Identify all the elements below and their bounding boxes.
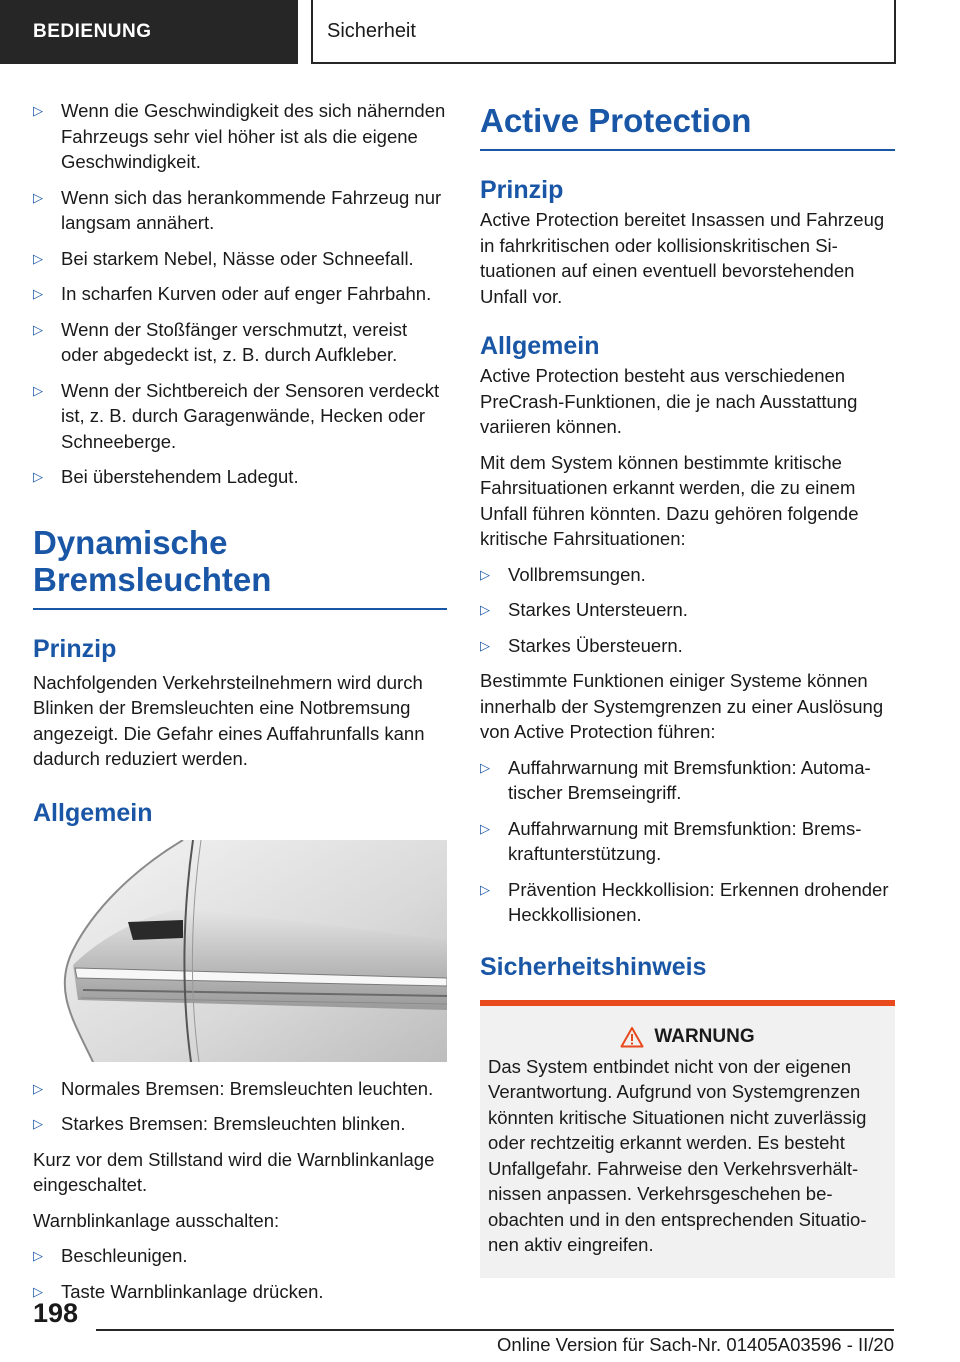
section-title: Active Protection (480, 102, 895, 151)
right-column (480, 102, 895, 1278)
paragraph: Mit dem System können bestimmte kritische Fahrsituationen erkannt werden, die zu einem Unfall führen könnten. Dazu gehören folgende kritische Fahrsituationen: (480, 451, 859, 549)
prinzip-text: Active Protection bereitet Insassen und Fahrzeug in fahrkritischen oder kollisionskritischen Situationen auf einen eventuell bevorstehenden Unfall vor. (480, 209, 885, 307)
list-item: ▷ Wenn der Sichtbereich der Sensoren verdeckt ist, z. B. durch Garagenwände, Hecken oder Schneeberge. (33, 378, 447, 455)
triangle-bullet-icon: ▷ (480, 602, 490, 617)
list-item: ▷ Bei starkem Nebel, Nässe oder Schneefall. (33, 246, 447, 272)
list-item: ▷ Bei überstehendem Ladegut. (33, 464, 447, 490)
footer-divider (96, 1329, 894, 1331)
list-item: ▷ Beschleunigen. (33, 1243, 447, 1269)
triangle-bullet-icon: ▷ (33, 469, 43, 484)
prinzip-heading: Prinzip (480, 176, 564, 204)
warning-text: Das System entbindet nicht von der eigenen Verantwortung. Aufgrund von Systemgrenzen könnten kritische Situationen nicht zuverlässig oder rechtzeitig erkannt werden. Es besteht Unfallgefahr. Fahrweise den Verkehrsverhältnissen anpassen. Verkehrsgeschehen beobachten und in den entsprechenden Situationen aktiv eingreifen. (488, 1055, 867, 1255)
triangle-bullet-icon: ▷ (480, 566, 490, 582)
allgemein-heading: Allgemein (480, 332, 600, 360)
prinzip-text: Nachfolgenden Verkehrsteilnehmern wird durch Blinken der Bremsleuchten eine Notbremsung angezeigt. Die Gefahr eines Auffahrunfalls kann dadurch reduziert werden. (33, 671, 425, 769)
left-column (33, 98, 447, 1314)
page-number: 198 (33, 1298, 79, 1328)
warning-triangle-icon (620, 1026, 644, 1048)
list-item: ▷ In scharfen Kurven oder auf enger Fahrbahn. (33, 281, 447, 307)
triangle-bullet-icon: ▷ (33, 1116, 43, 1131)
paragraph: Kurz vor dem Stillstand wird die Warnblinkanlage eingeschaltet. (33, 1148, 435, 1195)
prinzip-heading: Prinzip (33, 634, 117, 663)
triangle-bullet-icon: ▷ (480, 759, 490, 775)
list-item: ▷ Starkes Untersteuern. (480, 597, 895, 623)
triangle-bullet-icon: ▷ (480, 820, 490, 836)
paragraph: Bestimmte Funktionen einiger Systeme können innerhalb der Systemgrenzen zu einer Auslösung von Active Protection führen: (480, 670, 884, 742)
triangle-bullet-icon: ▷ (33, 1248, 43, 1263)
warning-box (480, 1006, 895, 1278)
triangle-bullet-icon: ▷ (33, 1080, 43, 1096)
chapter-label: Sicherheit (327, 19, 416, 42)
list-item: ▷ Normales Bremsen: Bremsleuchten leuchten. (33, 1076, 447, 1102)
warning-title: WARNUNG (488, 1026, 887, 1048)
triangle-bullet-icon: ▷ (33, 286, 43, 301)
list-item: ▷ Starkes Bremsen: Bremsleuchten blinken. (33, 1111, 447, 1137)
list-item: ▷ Taste Warnblinkanlage drücken. (33, 1279, 447, 1305)
list-item: ▷ Auffahrwarnung mit Bremsfunktion: Bremskraftunterstützung. (480, 816, 895, 867)
triangle-bullet-icon: ▷ (33, 103, 43, 118)
triangle-bullet-icon: ▷ (33, 1283, 43, 1299)
hinweis-heading: Sicherheitshinweis (480, 952, 707, 981)
list-item: ▷ Vollbremsungen. (480, 562, 895, 588)
triangle-bullet-icon: ▷ (33, 250, 43, 266)
conditions-list (33, 98, 447, 490)
list-item: ▷ Starkes Übersteuern. (480, 633, 895, 659)
chapter-tab (311, 0, 896, 64)
paragraph: Warnblinkanlage ausschalten: (33, 1209, 280, 1231)
section-title: Dynamische Bremsleuchten (33, 524, 447, 610)
paragraph: Active Protection besteht aus verschiedenen PreCrash-Funktionen, die je nach Ausstattung variieren können. (480, 365, 858, 437)
list-item: ▷ Wenn die Geschwindigkeit des sich nähernden Fahrzeugs sehr viel höher ist als die eigene Geschwindigkeit. (33, 98, 447, 175)
list-item: ▷ Wenn der Stoßfänger verschmutzt, vereist oder abgedeckt ist, z. B. durch Aufkleber. (33, 317, 447, 368)
section-tab (0, 0, 298, 64)
list-item: ▷ Wenn sich das herankommende Fahrzeug nur langsam annähert. (33, 185, 447, 236)
brake-light-illustration (33, 840, 447, 1062)
section-label: BEDIENUNG (33, 21, 152, 42)
list-item: ▷ Auffahrwarnung mit Bremsfunktion: Automatischer Bremseingriff. (480, 755, 895, 806)
footer-text: Online Version für Sach-Nr. 01405A03596 - II/20 (497, 1334, 894, 1355)
triangle-bullet-icon: ▷ (33, 321, 43, 337)
list-item: ▷ Prävention Heckkollision: Erkennen drohender Heckkollisionen. (480, 877, 895, 928)
allgemein-heading: Allgemein (33, 798, 153, 827)
triangle-bullet-icon: ▷ (480, 881, 490, 897)
triangle-bullet-icon: ▷ (33, 382, 43, 398)
triangle-bullet-icon: ▷ (480, 637, 490, 653)
triangle-bullet-icon: ▷ (33, 189, 43, 205)
